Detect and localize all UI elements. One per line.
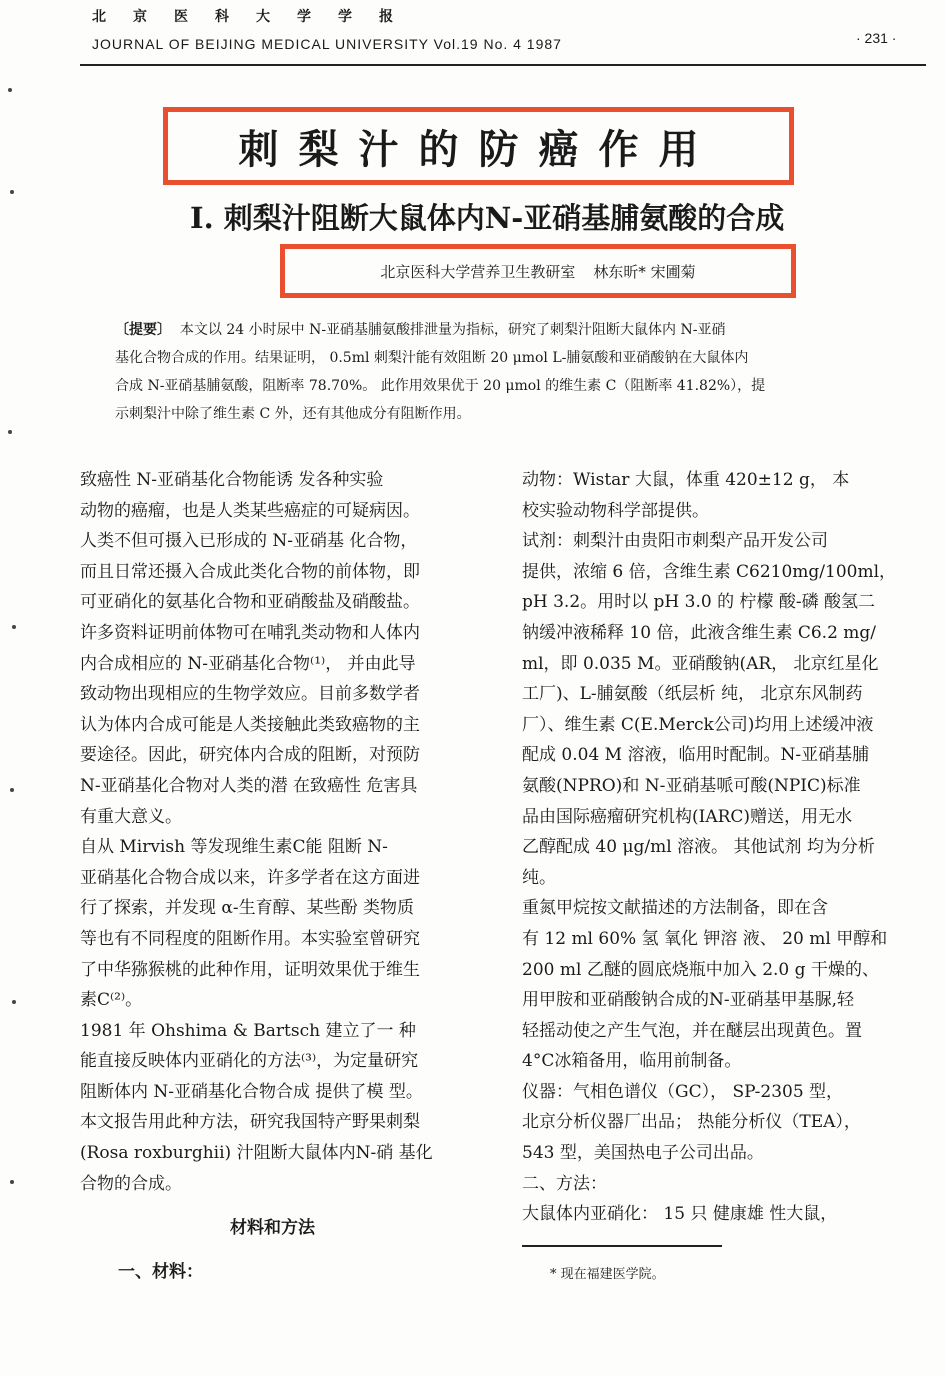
body-line: 校实验动物科学部提供。 [522, 500, 709, 521]
section-heading: 材料和方法 [230, 1218, 315, 1238]
body-line: 许多资料证明前体物可在哺乳类动物和人体内 [80, 622, 420, 643]
abstract-line: 基化合物合成的作用。结果证明， 0.5ml 刺梨汁能有效阻断 20 μmol L-脯氨酸和亚硝酸钠在大鼠体内 [115, 350, 749, 366]
body-line: 厂）、维生素 C(E.Merck公司)均用上述缓冲液 [522, 714, 874, 735]
body-line: 亚硝基化合物合成以来，许多学者在这方面进 [80, 867, 420, 888]
body-line: 有重大意义。 [80, 806, 182, 827]
abstract-label: 〔提要〕 [115, 322, 171, 338]
abstract [115, 316, 895, 428]
scan-speck [10, 1180, 14, 1184]
body-line: 提供，浓缩 6 倍，含维生素 C6210mg/100ml， [522, 561, 897, 582]
body-line: 人类不但可摄入已形成的 N-亚硝基 化合物， [80, 531, 418, 552]
body-line: 二、方法： [522, 1173, 607, 1194]
page-number: · 231 · [856, 30, 897, 46]
body-line: 钠缓冲液稀释 10 倍，此液含维生素 C6.2 mg/ [522, 622, 877, 643]
body-line: 等也有不同程度的阻断作用。本实验室曾研究 [80, 928, 420, 949]
body-line: 4°C冰箱备用，临用前制备。 [522, 1051, 742, 1072]
author-names: 林东昕* 宋圃菊 [593, 262, 696, 281]
body-line: 纯。 [522, 867, 556, 888]
body-line: 200 ml 乙醚的圆底烧瓶中加入 2.0 g 干燥的、 [522, 959, 879, 980]
body-line: 而且日常还摄入合成此类化合物的前体物，即 [80, 561, 420, 582]
body-line: 致癌性 N-亚硝基化合物能诱 发各种实验 [80, 470, 384, 490]
body-column-left [80, 465, 482, 1199]
journal-title-chinese: 北京医科大学学报 [92, 9, 420, 25]
title-highlight-box [163, 107, 794, 185]
scan-speck [10, 788, 14, 792]
article-subtitle: I. 刺梨汁阻断大鼠体内N-亚硝基脯氨酸的合成 [190, 201, 785, 235]
body-line: 品由国际癌瘤研究机构(IARC)赠送，用无水 [522, 806, 853, 827]
body-line: 氨酸(NPRO)和 N-亚硝基哌可酸(NPIC)标准 [522, 775, 861, 796]
body-line: 合物的合成。 [80, 1173, 182, 1194]
body-line: 1981 年 Ohshima & Bartsch 建立了一 种 [80, 1020, 416, 1041]
body-line: 素C⁽²⁾。 [80, 990, 143, 1011]
body-line: 阻断体内 N-亚硝基化合物合成 提供了模 型。 [80, 1081, 423, 1102]
abstract-line: 合成 N-亚硝基脯氨酸，阻断率 78.70%。 此作用效果优于 20 μmol 的维生素 C（阻断率 41.82%），提 [115, 378, 766, 394]
body-line: 乙醇配成 40 μg/ml 溶液。 其他试剂 均为分析 [522, 837, 875, 858]
author-affiliation: 北京医科大学营养卫生教研室 [380, 262, 576, 281]
body-line: 大鼠体内亚硝化： 15 只 健康雄 性大鼠， [522, 1204, 838, 1225]
body-line: 用甲胺和亚硝酸钠合成的N-亚硝基甲基脲,轻 [522, 990, 855, 1011]
body-line: 543 型，美国热电子公司出品。 [522, 1143, 764, 1164]
body-line: pH 3.2。用时以 pH 3.0 的 柠檬 酸-磷 酸氢二 [522, 592, 876, 613]
body-line: ml，即 0.035 M。亚硝酸钠(AR， 北京红星化 [522, 653, 879, 674]
body-line: (Rosa roxburghii) 汁阻断大鼠体内N-硝 基化 [80, 1143, 433, 1164]
scan-speck [8, 88, 12, 92]
body-line: 北京分析仪器厂出品； 热能分析仪（TEA）， [522, 1112, 861, 1133]
header-rule [80, 64, 926, 66]
body-column-right [522, 465, 926, 1230]
author-highlight-box [280, 244, 796, 298]
body-line: 可亚硝化的氨基化合物和亚硝酸盐及硝酸盐。 [80, 592, 420, 613]
body-line: 试剂：刺梨汁由贵阳市刺梨产品开发公司 [522, 531, 828, 552]
body-line: 配成 0.04 M 溶液，临用时配制。N-亚硝基脯 [522, 745, 870, 766]
scan-speck [10, 190, 14, 194]
body-line: 动物的癌瘤，也是人类某些癌症的可疑病因。 [80, 500, 420, 521]
body-line: 仪器：气相色谱仪（GC）， SP-2305 型， [522, 1081, 844, 1102]
body-line: 有 12 ml 60% 氢 氧化 钾溶 液、 20 ml 甲醇和 [522, 928, 888, 949]
abstract-line: 示刺梨汁中除了维生素 C 外，还有其他成分有阻断作用。 [115, 406, 471, 422]
abstract-line: 〔提要〕 本文以 24 小时尿中 N-亚硝基脯氨酸排泄量为指标，研究了刺梨汁阻断大鼠体内 N-亚硝 [115, 322, 726, 338]
body-line: 行了探索，并发现 α-生育醇、某些酚 类物质 [80, 898, 415, 919]
body-line: 重氮甲烷按文献描述的方法制备，即在含 [522, 898, 828, 919]
footnote: * 现在福建医学院。 [550, 1267, 665, 1282]
journal-title-english: JOURNAL OF BEIJING MEDICAL UNIVERSITY Vol.19 No. 4 1987 [92, 36, 562, 52]
footnote-rule [522, 1245, 722, 1247]
article-title: 刺梨汁的防癌作用 [238, 125, 719, 173]
body-line: 认为体内合成可能是人类接触此类致癌物的主 [80, 714, 420, 735]
body-line: 工厂)、L-脯氨酸（纸层析 纯， 北京东风制药 [522, 684, 863, 705]
body-line: 自从 Mirvish 等发现维生素C能 阻断 N- [80, 837, 388, 858]
body-line: N-亚硝基化合物对人类的潜 在致癌性 危害具 [80, 775, 418, 796]
body-line: 动物：Wistar 大鼠，体重 420±12 g， 本 [522, 470, 850, 490]
body-line: 要途径。因此，研究体内合成的阻断，对预防 [80, 745, 420, 766]
scan-speck [12, 625, 16, 629]
body-line: 内合成相应的 N-亚硝基化合物⁽¹⁾， 并由此导 [80, 653, 416, 674]
body-line: 能直接反映体内亚硝化的方法⁽³⁾，为定量研究 [80, 1051, 419, 1072]
body-line: 了中华猕猴桃的此种作用，证明效果优于维生 [80, 959, 420, 980]
scan-speck [8, 430, 12, 434]
body-line: 轻摇动使之产生气泡，并在醚层出现黄色。置 [522, 1020, 862, 1041]
body-line: 致动物出现相应的生物学效应。目前多数学者 [80, 684, 420, 705]
scan-speck [12, 1000, 16, 1004]
body-line: 本文报告用此种方法，研究我国特产野果刺梨 [80, 1112, 420, 1133]
subsection-heading: 一、材料： [118, 1262, 203, 1282]
